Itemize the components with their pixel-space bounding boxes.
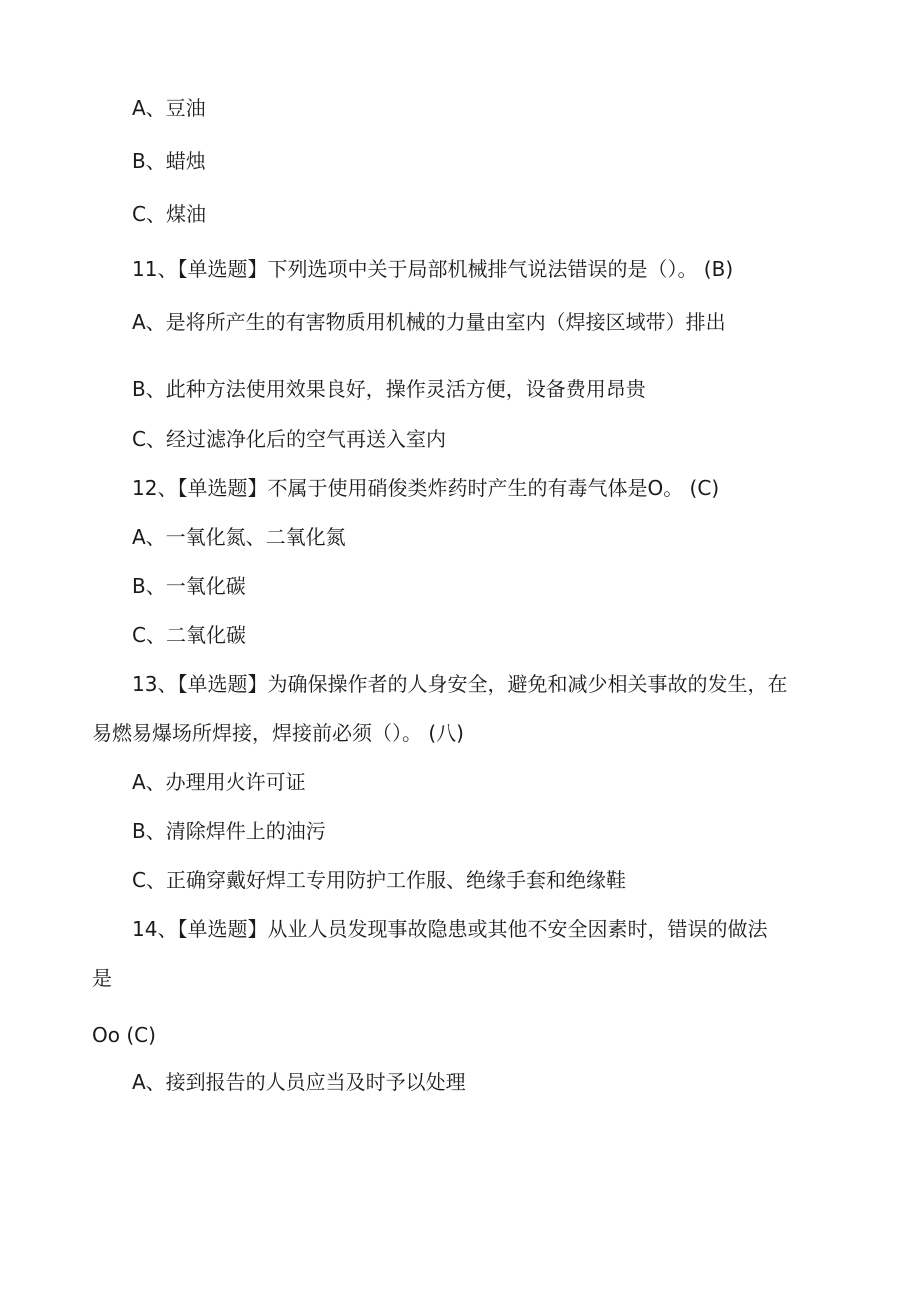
q14-option-a: A、接到报告的人员应当及时予以处理 bbox=[132, 1070, 466, 1094]
q11-option-b: B、此种方法使用效果良好，操作灵活方便，设备费用昂贵 bbox=[132, 377, 646, 401]
q12-option-a: A、一氧化氮、二氧化氮 bbox=[132, 525, 346, 549]
q14-question-line2: 是 bbox=[92, 966, 112, 990]
q13-option-c: C、正确穿戴好焊工专用防护工作服、绝缘手套和绝缘鞋 bbox=[132, 868, 626, 892]
q11-option-c: C、经过滤净化后的空气再送入室内 bbox=[132, 427, 446, 451]
q13-question-line2: 易燃易爆场所焊接，焊接前必须（）。 (八) bbox=[92, 721, 464, 745]
q12-question: 12、【单选题】不属于使用硝俊类炸药时产生的有毒气体是O。 (C) bbox=[132, 476, 720, 500]
q14-question-line1: 14、【单选题】从业人员发现事故隐患或其他不安全因素时，错误的做法 bbox=[132, 917, 768, 941]
q10-option-a: A、豆油 bbox=[132, 96, 206, 120]
q10-option-b: B、蜡烛 bbox=[132, 149, 206, 173]
q11-question: 11、【单选题】下列选项中关于局部机械排气说法错误的是（）。 (B) bbox=[132, 257, 734, 281]
q12-option-c: C、二氧化碳 bbox=[132, 623, 246, 647]
q13-option-a: A、办理用火许可证 bbox=[132, 770, 306, 794]
q10-option-c: C、煤油 bbox=[132, 202, 206, 226]
q13-option-b: B、清除焊件上的油污 bbox=[132, 819, 326, 843]
q12-option-b: B、一氧化碳 bbox=[132, 574, 246, 598]
q11-option-a: A、是将所产生的有害物质用机械的力量由室内（焊接区域带）排出 bbox=[132, 310, 726, 334]
q14-answer: Oo (C) bbox=[92, 1023, 156, 1047]
q13-question-line1: 13、【单选题】为确保操作者的人身安全，避免和减少相关事故的发生，在 bbox=[132, 672, 788, 696]
